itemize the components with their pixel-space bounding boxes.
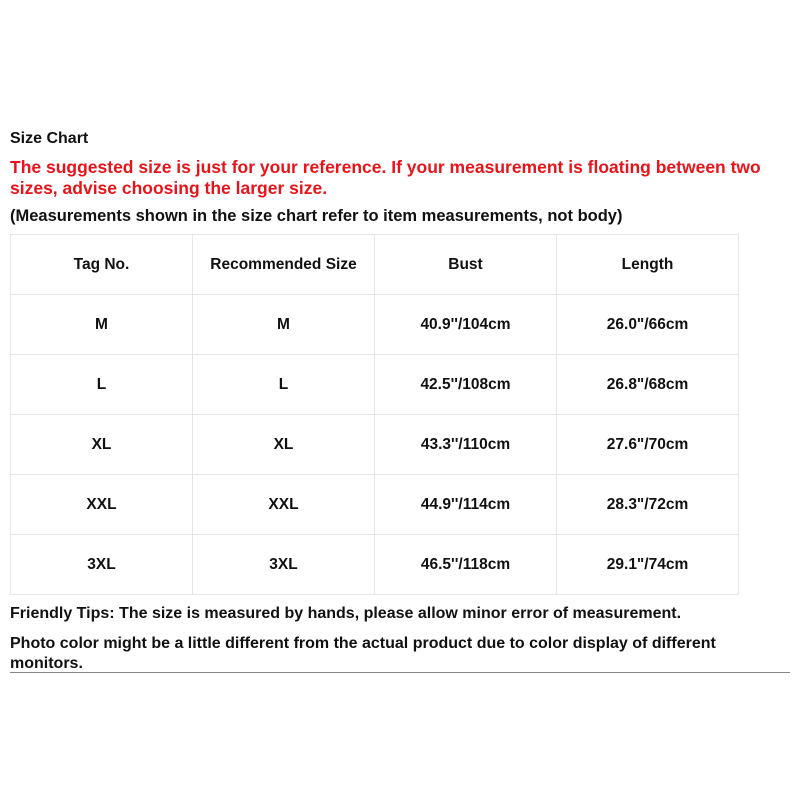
color-disclaimer: Photo color might be a little different from the actual product due to color display of different monitors. bbox=[10, 635, 716, 672]
friendly-tip: Friendly Tips: The size is measured by hands, please allow minor error of measurement. bbox=[10, 605, 682, 622]
cell-length: 26.8"/68cm bbox=[557, 355, 739, 415]
cell-tag-no: XL bbox=[11, 415, 193, 475]
table-row bbox=[11, 475, 739, 535]
header-bust: Bust bbox=[375, 235, 557, 295]
cell-bust: 40.9''/104cm bbox=[375, 295, 557, 355]
size-table bbox=[10, 234, 739, 595]
cell-recommended-size: M bbox=[193, 295, 375, 355]
table-row bbox=[11, 415, 739, 475]
cell-tag-no: M bbox=[11, 295, 193, 355]
header-tag-no: Tag No. bbox=[11, 235, 193, 295]
table-header-row bbox=[11, 235, 739, 295]
table-row bbox=[11, 295, 739, 355]
cell-bust: 43.3''/110cm bbox=[375, 415, 557, 475]
header-length: Length bbox=[557, 235, 739, 295]
table-row bbox=[11, 535, 739, 595]
cell-recommended-size: 3XL bbox=[193, 535, 375, 595]
page-title: Size Chart bbox=[10, 130, 89, 147]
cell-recommended-size: XXL bbox=[193, 475, 375, 535]
cell-length: 27.6"/70cm bbox=[557, 415, 739, 475]
cell-recommended-size: XL bbox=[193, 415, 375, 475]
cell-length: 26.0"/66cm bbox=[557, 295, 739, 355]
cell-length: 29.1"/74cm bbox=[557, 535, 739, 595]
cell-tag-no: XXL bbox=[11, 475, 193, 535]
cell-tag-no: 3XL bbox=[11, 535, 193, 595]
cell-tag-no: L bbox=[11, 355, 193, 415]
size-advice-notice: The suggested size is just for your reference. If your measurement is floating between two sizes, advise choosing the larger size. bbox=[10, 157, 761, 198]
cell-bust: 42.5''/108cm bbox=[375, 355, 557, 415]
cell-length: 28.3"/72cm bbox=[557, 475, 739, 535]
header-recommended-size: Recommended Size bbox=[193, 235, 375, 295]
cell-recommended-size: L bbox=[193, 355, 375, 415]
table-row bbox=[11, 355, 739, 415]
divider bbox=[10, 672, 790, 673]
cell-bust: 46.5''/118cm bbox=[375, 535, 557, 595]
measurement-note: (Measurements shown in the size chart refer to item measurements, not body) bbox=[10, 207, 623, 225]
cell-bust: 44.9''/114cm bbox=[375, 475, 557, 535]
